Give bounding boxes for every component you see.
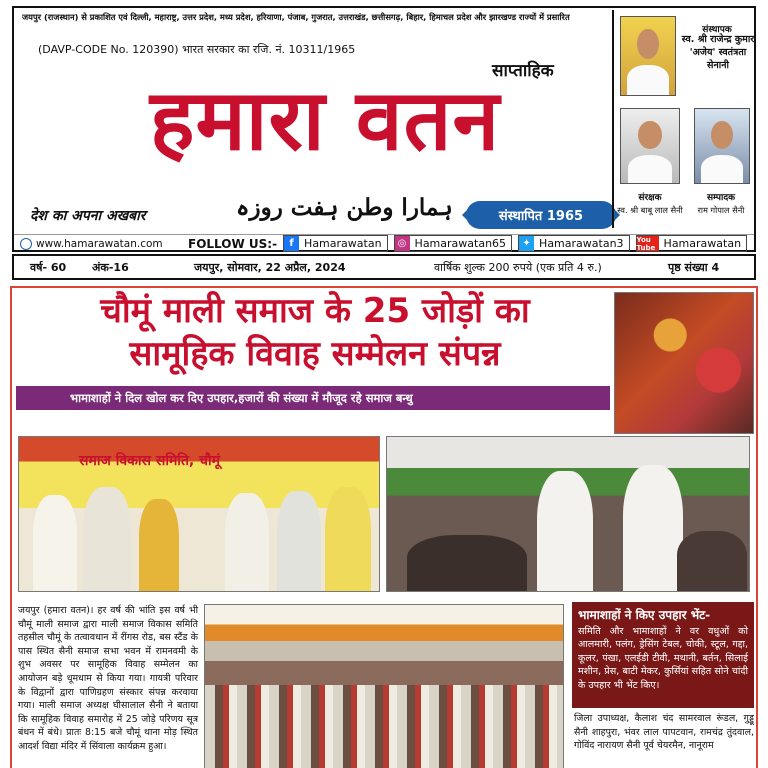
person-figure [325,487,371,591]
masthead [12,6,756,252]
crowd-celebration-photo [386,436,750,592]
wedding-couple-photo [614,292,754,434]
twitter-handle[interactable]: Hamarawatan3 [539,237,624,250]
hall-audience-photo [204,604,564,768]
person-figure [277,491,321,591]
youtube-link[interactable] [636,235,748,252]
facebook-icon: f [284,236,299,251]
website[interactable] [20,238,188,250]
headline [20,290,610,376]
editor-role: सम्पादक [706,193,736,203]
twitter-icon: ✦ [519,236,534,251]
story-continued: जिला उपाध्यक्ष, कैलाश चंद सामरवाल रूंडल, गुड्डू सैनी शाहपुरा, भंवर लाल पापटवान, रामचंद्र तुंदवाल, गोविंद नारायण सैनी पूर्व चेयरमैन, नानूराम [574,713,754,752]
person-figure [537,471,593,591]
editor-photo [694,108,750,184]
website-url[interactable]: www.hamarawatan.com [36,237,163,250]
issue-date: जयपुर, सोमवार, 22 अप्रैल, 2024 [194,260,346,274]
patrons-panel [612,10,754,228]
patron-photo [620,108,680,184]
social-row [14,234,754,252]
page-count: पृष्ठ संख्या 4 [668,260,720,274]
founder-role: संस्थापक [702,25,732,35]
facebook-handle[interactable]: Hamarawatan [304,237,382,250]
person-figure [33,495,77,591]
subscription-price: वार्षिक शुल्क 200 रुपये (एक प्रति 4 रु.) [434,260,602,274]
photo-banner-text: समाज विकास समिति, चौमूं [79,453,220,469]
established-badge: संस्थापित 1965 [466,201,616,229]
headline-line-1: चौमूं माली समाज के 25 जोड़ों का [100,291,530,331]
volume: वर्ष- 60 [30,260,67,274]
youtube-icon: You Tube [637,236,659,251]
twitter-link[interactable] [518,235,630,252]
stage-felicitation-photo [18,436,380,592]
crowd-figure [677,531,747,591]
tagline: देश का अपना अखबार [30,208,146,224]
person-figure [623,465,683,591]
davp-registration: (DAVP-CODE No. 120390) भारत सरकार का रजि. नं. 10311/1965 [38,43,356,56]
editor-name: राम गोपाल सैनी [697,205,745,215]
crowd-figure [407,535,527,591]
founder-name: स्व. श्री राजेन्द्र कुमार 'अजेय' स्वतंत्रता सेनानी [681,34,755,71]
patron-name: स्व. श्री बाबू लाल सैनी [617,205,683,215]
person-figure [225,493,269,591]
circulation-states: जयपुर (राजस्थान) से प्रकाशित एवं दिल्ली, महाराष्ट्र, उत्तर प्रदेश, मध्य प्रदेश, हरियाणा, पंजाब, गुजरात, उत्तराखंड, छत्तीसगढ़, बिहार, हिमाचल प्रदेश और झारखण्ड राज्यों में प्रसारित [22,12,570,22]
globe-icon [20,238,32,250]
facebook-link[interactable] [283,235,388,252]
founder-photo [620,16,676,96]
gifts-box-body: समिति और भामाशाहों ने वर वधुओं को आलमारी, पलंग, ड्रेसिंग टेबल, चोकी, स्टूल, गद्दा, कूलर, पंखा, एलईडी टीवी, मथानी, बर्तन, सिलाई मशीन, प्रेस, बाटी मेकर, कुर्सियां सहित सोने चांदी के उपहार भी भेंट किए। [578,626,748,691]
frequency-label: साप्ताहिक [492,61,554,81]
urdu-title: ہمارا وطن ہفت روزہ [236,194,453,221]
newspaper-title: हमारा वतन [149,70,501,169]
headline-line-2: सामूहिक विवाह सम्मेलन संपन्न [129,334,501,374]
gifts-box [572,602,754,708]
person-figure [83,487,131,591]
issue-number: अंक-16 [92,260,129,274]
lead-story [10,286,758,768]
audience-figures [205,685,564,768]
gifts-box-title: भामाशाहों ने किए उपहार भेंट- [578,608,711,622]
person-figure [139,499,179,591]
instagram-icon: ◎ [395,236,410,251]
subheadline: भामाशाहों ने दिल खोल कर दिए उपहार,हजारों की संख्या में मौजूद रहे समाज बन्धु [16,386,610,410]
issue-bar [12,254,756,280]
instagram-link[interactable] [394,235,513,252]
follow-label: FOLLOW US:- [188,236,278,251]
youtube-handle[interactable]: Hamarawatan [663,237,742,250]
instagram-handle[interactable]: Hamarawatan65 [414,237,507,250]
story-body: जयपुर (हमारा वतन)। हर वर्ष की भांति इस वर्ष भी चौमूं माली समाज द्वारा माली समाज विकास समिति तहसील चौमूं के तत्वावधान में रींगस रोड, बस स्टैंड के पास स्थित सैनी समाज सभा भवन में रामनवमी के शुभ अवसर पर सामूहिक विवाह सम्मेलन का आयोजन बड़े धूमधाम से किया गया। गायत्री परिवार के विद्वानों द्वारा पाणिग्रहण संस्कार संपन्न करवाया गया। माली समाज अध्यक्ष घीसालाल सैनी ने बताया कि सामूहिक विवाह समारोह में 25 जोड़े परिणय सूत्र बंधन में बंधे। प्रातः 8:15 बजे चौमूं थाना मोड़ स्थित आदर्श विद्या मंदिर में सिंवाला कार्यक्रम हुआ। [18,605,198,752]
patron-role: संरक्षक [638,193,662,203]
